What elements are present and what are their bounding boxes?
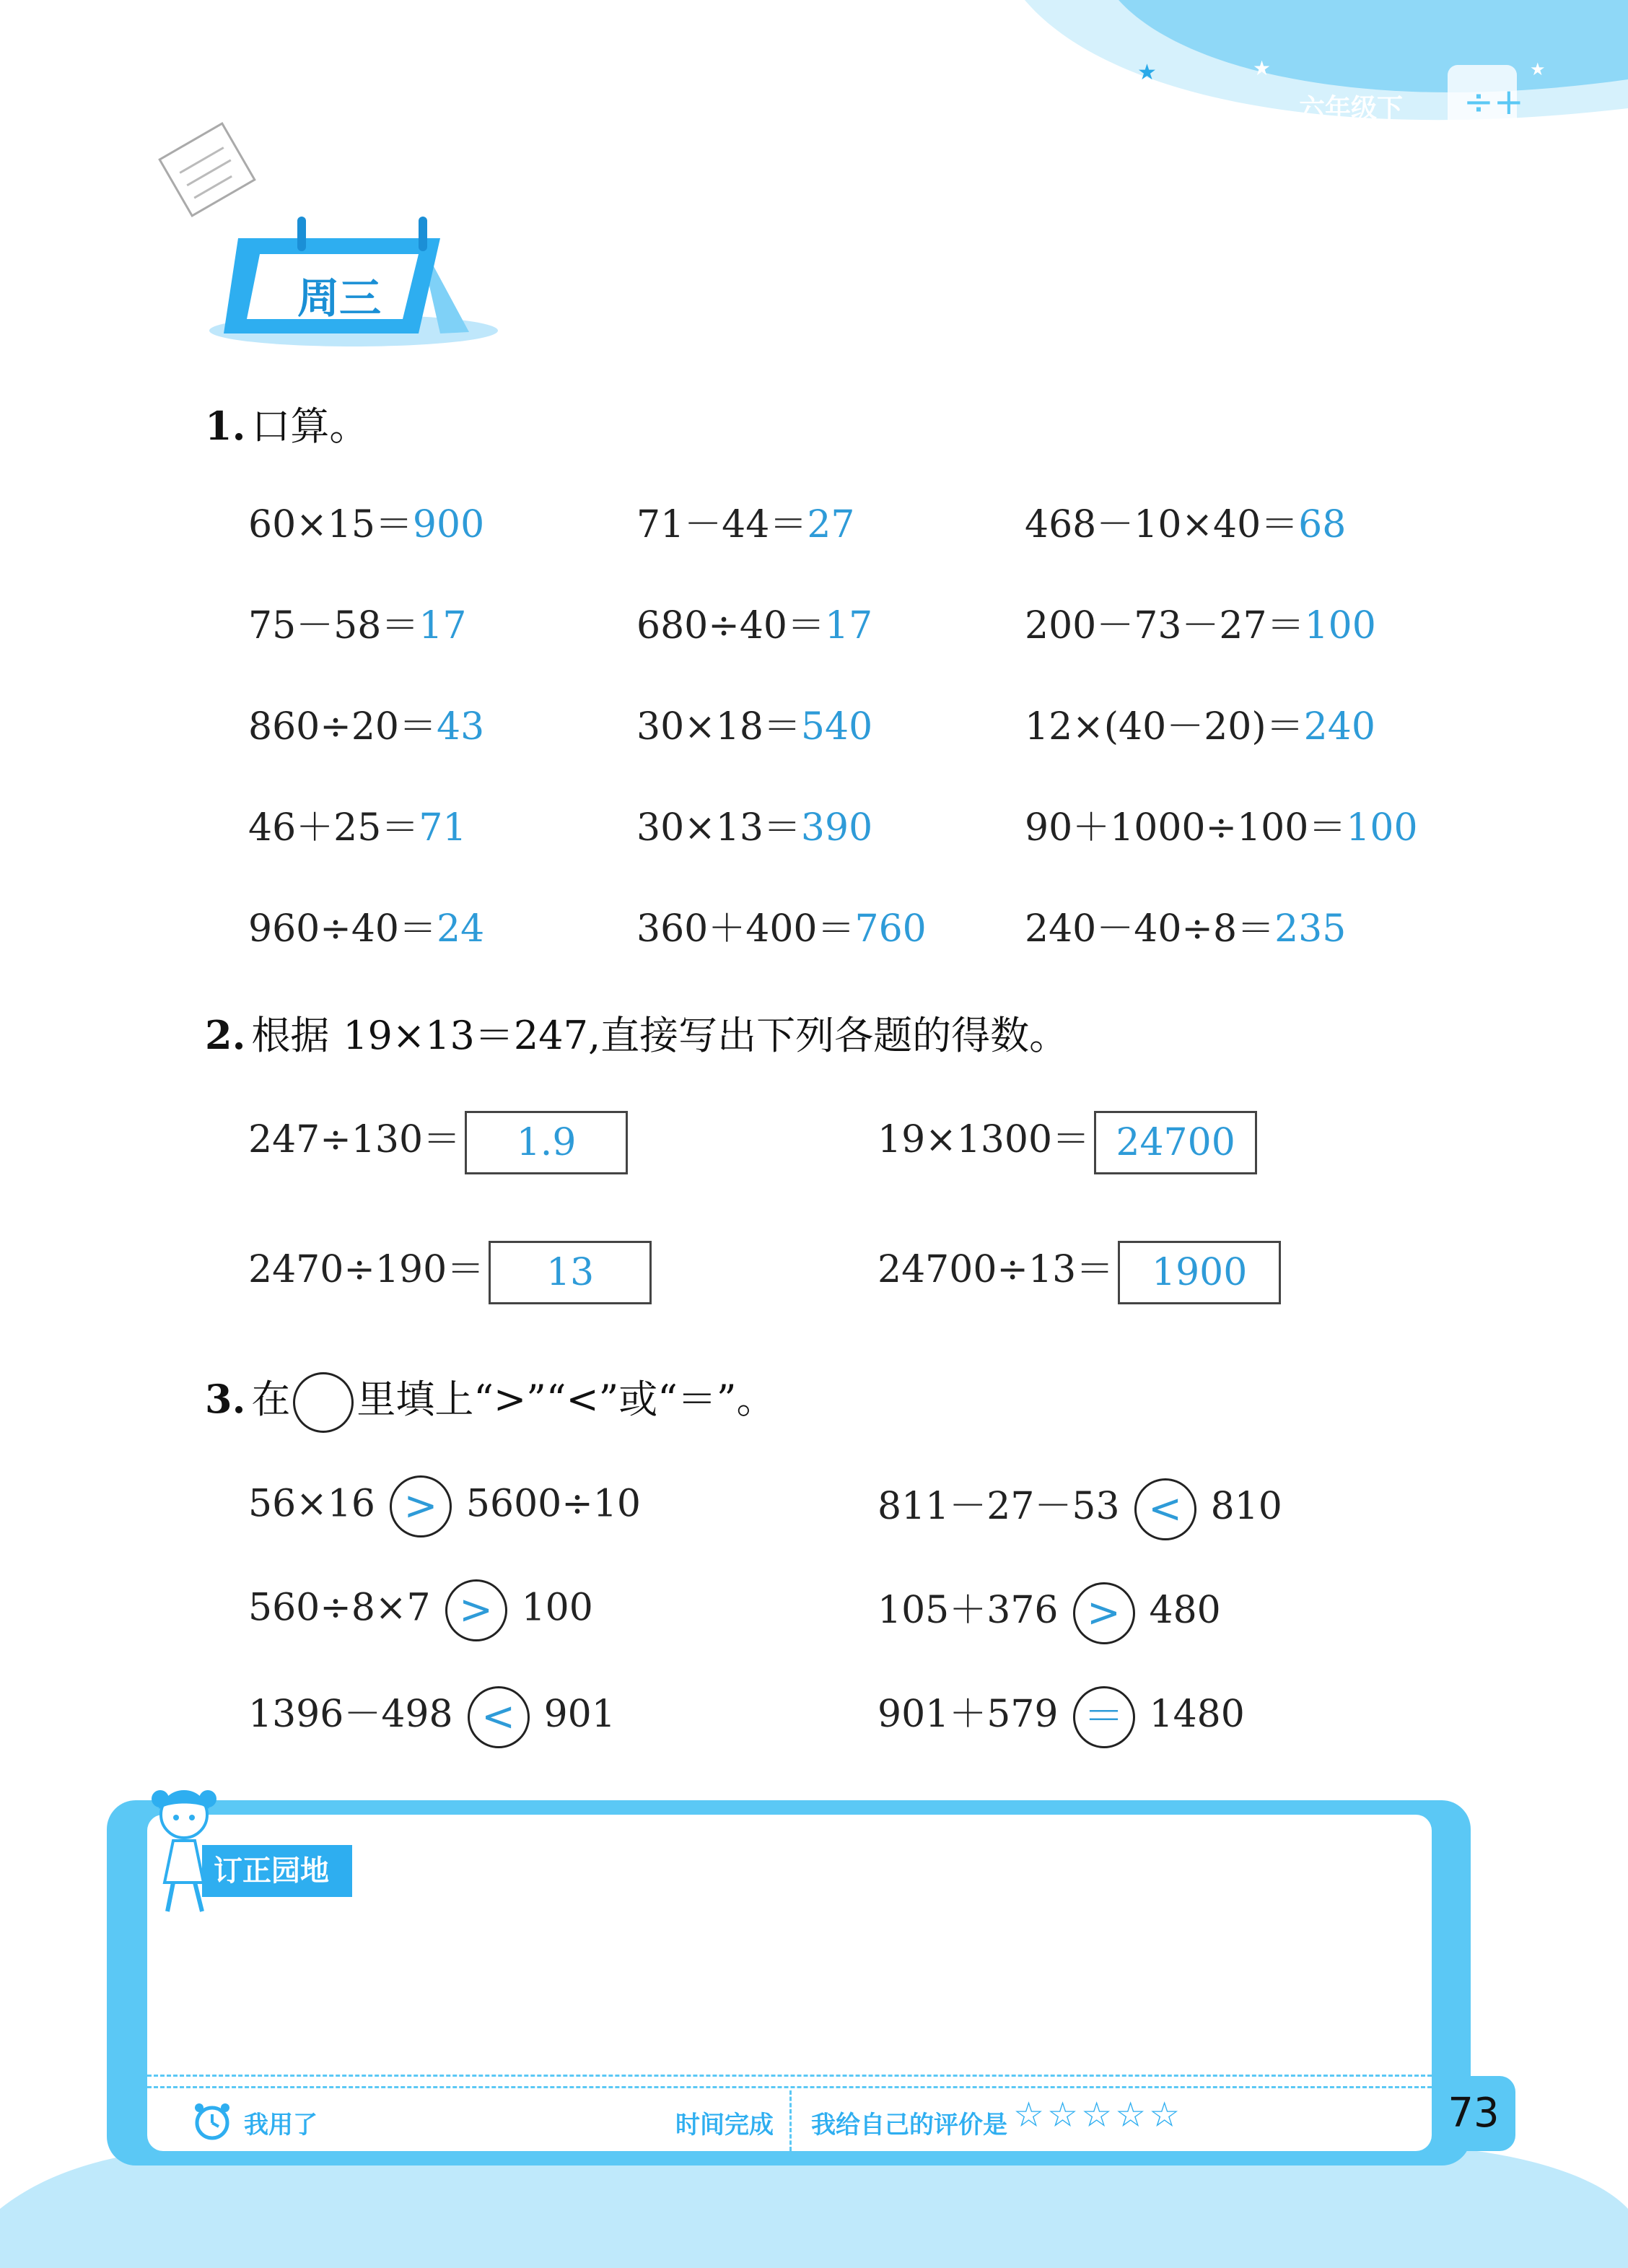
q3-item	[248, 1683, 616, 1748]
q3-number: 3.	[205, 1376, 246, 1422]
q2-title	[205, 1005, 1068, 1060]
q1-answer[interactable]: 235	[1274, 907, 1347, 951]
q3-left: 105＋376	[878, 1589, 1059, 1632]
q3-item	[878, 1683, 1245, 1748]
q1-title-text: 口算。	[251, 404, 369, 449]
rating-star-icon[interactable]: ☆	[1149, 2095, 1183, 2135]
q3-left: 560÷8×7	[248, 1586, 431, 1630]
q2-expr: 2470÷190＝	[248, 1248, 485, 1291]
compare-circle[interactable]: <	[468, 1686, 530, 1748]
rating-star-icon[interactable]: ☆	[1081, 2095, 1116, 2135]
correction-writing-area[interactable]	[147, 1920, 1432, 2064]
svg-text:★: ★	[1530, 59, 1546, 79]
q1-answer[interactable]: 43	[437, 705, 485, 749]
q1-item	[248, 494, 484, 548]
day-label: 周三	[297, 274, 382, 323]
q1-item	[636, 797, 872, 851]
q3-right: 100	[521, 1586, 593, 1630]
compare-circle[interactable]: >	[445, 1579, 507, 1641]
used-label: 我用了	[244, 2111, 318, 2140]
page-number: 73	[1448, 2090, 1500, 2137]
q2-expr: 24700÷13＝	[878, 1248, 1114, 1291]
q1-expr: 90＋1000÷100＝	[1025, 806, 1347, 850]
q1-item	[636, 696, 872, 750]
q3-right: 480	[1149, 1589, 1221, 1632]
q1-item	[636, 898, 927, 952]
compare-circle[interactable]: >	[390, 1475, 452, 1538]
q2-item	[878, 1239, 1281, 1304]
compare-circle[interactable]: ＝	[1073, 1686, 1135, 1748]
q3-item	[248, 1579, 593, 1641]
q1-expr: 75－58＝	[248, 604, 419, 647]
q1-expr: 960÷40＝	[248, 907, 437, 951]
answer-box[interactable]: 1900	[1118, 1241, 1281, 1304]
q1-item	[248, 797, 467, 851]
eval-label: 我给自己的评价是	[811, 2111, 1007, 2140]
q1-item	[636, 595, 872, 649]
q1-answer[interactable]: 240	[1303, 705, 1375, 749]
q1-expr: 30×18＝	[636, 705, 801, 749]
svg-text:★: ★	[1137, 60, 1157, 85]
q1-answer[interactable]: 100	[1304, 604, 1376, 647]
q3-left: 811－27－53	[878, 1485, 1120, 1528]
answer-box[interactable]: 1.9	[465, 1111, 628, 1174]
q1-answer[interactable]: 390	[800, 806, 873, 850]
q1-answer[interactable]: 100	[1346, 806, 1418, 850]
q1-item	[1025, 494, 1346, 548]
q2-given: 19×13＝247	[343, 1013, 588, 1058]
dashed-divider	[147, 2075, 1432, 2077]
dashed-separator	[789, 2090, 792, 2151]
q1-item	[1025, 797, 1418, 851]
q2-title-prefix: 根据	[251, 1013, 330, 1058]
q3-title	[205, 1369, 776, 1433]
rating-star-icon[interactable]: ☆	[1013, 2095, 1048, 2135]
q3-item	[878, 1579, 1221, 1644]
circle-placeholder-icon	[293, 1372, 354, 1433]
q1-expr: 60×15＝	[248, 503, 413, 546]
correction-label-text: 订正园地	[214, 1854, 329, 1888]
q3-title-prefix: 在	[251, 1377, 291, 1422]
svg-text:★: ★	[1253, 56, 1272, 80]
q1-answer[interactable]: 760	[854, 907, 927, 951]
q2-number: 2.	[205, 1012, 246, 1058]
q1-expr: 468－10×40＝	[1025, 503, 1299, 546]
dashed-divider	[147, 2086, 1432, 2088]
q2-title-suffix: ,直接写出下列各题的得数。	[587, 1013, 1069, 1058]
q3-item	[248, 1475, 641, 1538]
q1-item	[248, 696, 484, 750]
q3-item	[878, 1475, 1282, 1540]
q3-right: 5600÷10	[465, 1482, 641, 1526]
q2-item	[248, 1109, 628, 1174]
grade-label: 六年级下	[1299, 94, 1404, 123]
q3-right: 1480	[1149, 1693, 1245, 1736]
q1-answer[interactable]: 24	[437, 907, 485, 951]
q3-title-suffix: 里填上“>”“<”或“＝”。	[356, 1377, 776, 1422]
q1-title	[205, 396, 368, 451]
q3-left: 901＋579	[878, 1693, 1059, 1736]
q3-right: 901	[543, 1693, 616, 1736]
q1-expr: 46＋25＝	[248, 806, 419, 850]
q1-expr: 360＋400＝	[636, 907, 855, 951]
q1-answer[interactable]: 71	[419, 806, 467, 850]
page-number-box	[1432, 2076, 1515, 2151]
header-wave-decoration	[996, 0, 1628, 159]
q1-item	[248, 898, 484, 952]
q1-answer[interactable]: 68	[1298, 503, 1347, 546]
q3-right: 810	[1210, 1485, 1282, 1528]
q3-left: 1396－498	[248, 1693, 453, 1736]
q2-expr: 247÷130＝	[248, 1118, 461, 1161]
q1-answer[interactable]: 900	[412, 503, 485, 546]
q1-expr: 12×(40－20)＝	[1025, 705, 1304, 749]
q1-answer[interactable]: 17	[825, 604, 873, 647]
time-label: 时间完成	[675, 2111, 774, 2140]
q1-answer[interactable]: 540	[800, 705, 873, 749]
q3-left: 56×16	[248, 1482, 375, 1526]
q1-expr: 200－73－27＝	[1025, 604, 1305, 647]
alarm-clock-icon	[191, 2099, 234, 2142]
q1-answer[interactable]: 17	[419, 604, 467, 647]
answer-box[interactable]: 24700	[1094, 1111, 1257, 1174]
q1-expr: 71－44＝	[636, 503, 808, 546]
q1-expr: 860÷20＝	[248, 705, 437, 749]
correction-label	[202, 1845, 352, 1897]
q1-item	[248, 595, 467, 649]
q1-expr: 30×13＝	[636, 806, 801, 850]
svg-text:★: ★	[1544, 114, 1560, 134]
q1-expr: 240－40÷8＝	[1025, 907, 1275, 951]
svg-text:÷+: ÷+	[1463, 81, 1524, 123]
q1-item	[1025, 595, 1376, 649]
q1-number: 1.	[205, 403, 246, 449]
q1-item	[636, 494, 855, 548]
rating-stars	[1013, 2095, 1183, 2135]
compare-circle[interactable]: >	[1073, 1582, 1135, 1644]
q2-expr: 19×1300＝	[878, 1118, 1090, 1161]
q1-answer[interactable]: 27	[807, 503, 855, 546]
q2-item	[878, 1109, 1257, 1174]
q2-item	[248, 1239, 652, 1304]
q1-item	[1025, 696, 1375, 750]
compare-circle[interactable]: <	[1134, 1478, 1196, 1540]
rating-star-icon[interactable]: ☆	[1115, 2095, 1150, 2135]
answer-box[interactable]: 13	[489, 1241, 652, 1304]
q1-expr: 680÷40＝	[636, 604, 825, 647]
q1-item	[1025, 898, 1346, 952]
stamp-logo	[153, 115, 261, 224]
rating-star-icon[interactable]: ☆	[1047, 2095, 1082, 2135]
